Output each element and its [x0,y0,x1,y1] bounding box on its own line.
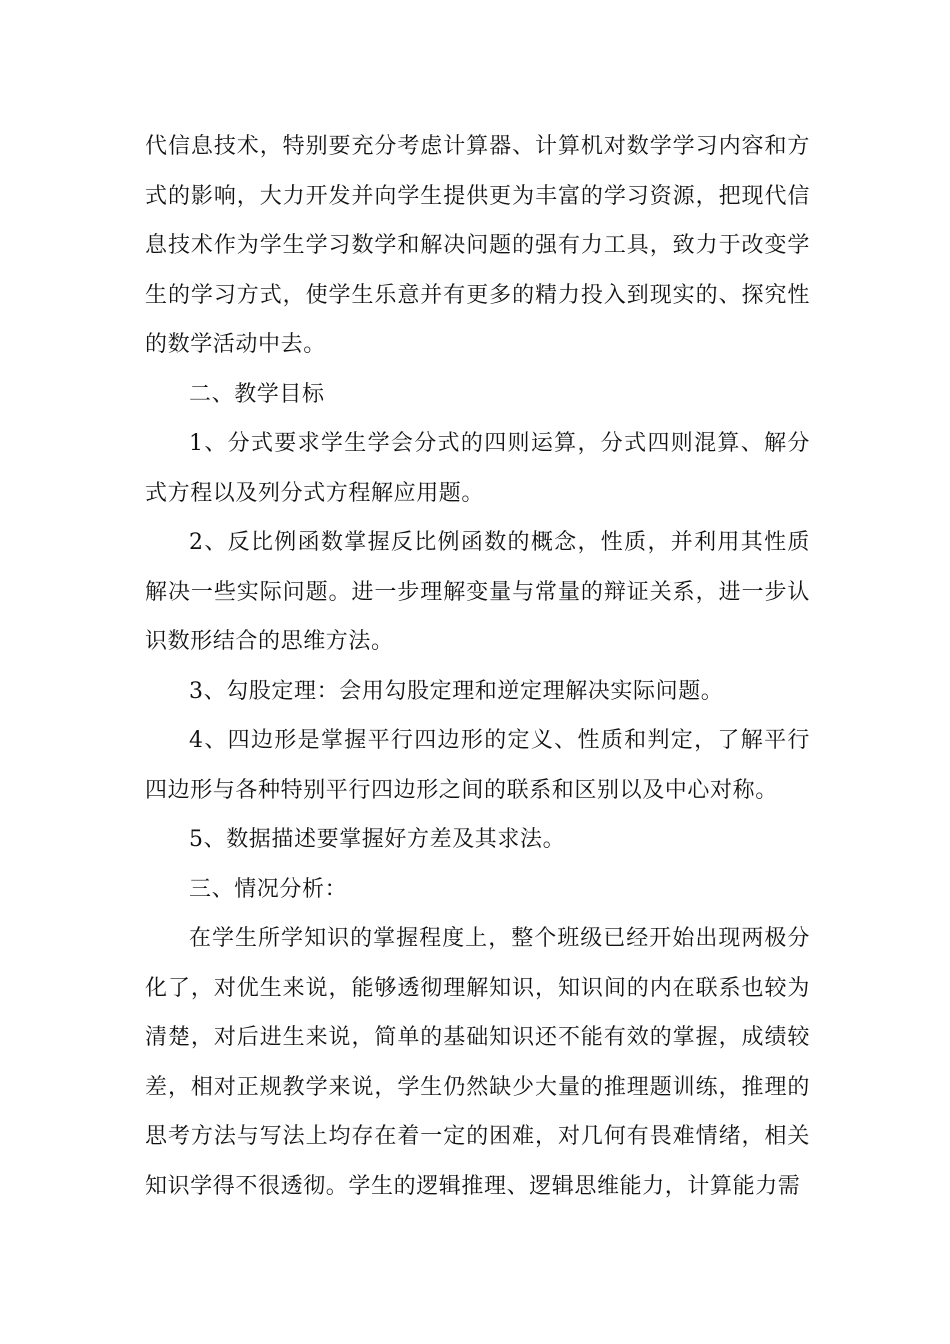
heading-situation-analysis: 三、情况分析： [189,876,348,902]
goal-item-5: 5、数据描述要掌握好方差及其求法。 [189,827,566,852]
paragraph-analysis: 在学生所学知识的掌握程度上，整个班级已经开始出现两极分化了，对优生来说，能够透彻理解知识，知识间的内在联系也较为清楚，对后进生来说，简单的基础知识还不能有效的掌握，成绩较差，相对正规教学来说，学生仍然缺少大量的推理题训练，推理的思考方法与写法上均存在着一定的困难，对几何有畏难情绪，相关知识学得不很透彻。学生的逻辑推理、逻辑思维能力，计算能力需 [145,926,810,1199]
heading-teaching-goals: 二、教学目标 [189,381,325,407]
goal-item-3: 3、勾股定理：会用勾股定理和逆定理解决实际问题。 [189,678,724,704]
goal-item-1: 1、分式要求学生学会分式的四则运算，分式四则混算、解分式方程以及列分式方程解应用题。 [145,431,810,506]
paragraph-continuation: 代信息技术，特别要充分考虑计算器、计算机对数学学习内容和方式的影响，大力开发并向学生提供更为丰富的学习资源，把现代信息技术作为学生学习数学和解决问题的强有力工具，致力于改变学生的学习方式，使学生乐意并有更多的精力投入到现实的、探究性的数学活动中去。 [145,134,810,357]
goal-item-2: 2、反比例函数掌握反比例函数的概念，性质，并利用其性质解决一些实际问题。进一步理解变量与常量的辩证关系，进一步认识数形结合的思维方法。 [145,530,810,654]
goal-item-4: 4、四边形是掌握平行四边形的定义、性质和判定，了解平行四边形与各种特别平行四边形之间的联系和区别以及中心对称。 [145,728,810,803]
document-body [145,122,810,1211]
